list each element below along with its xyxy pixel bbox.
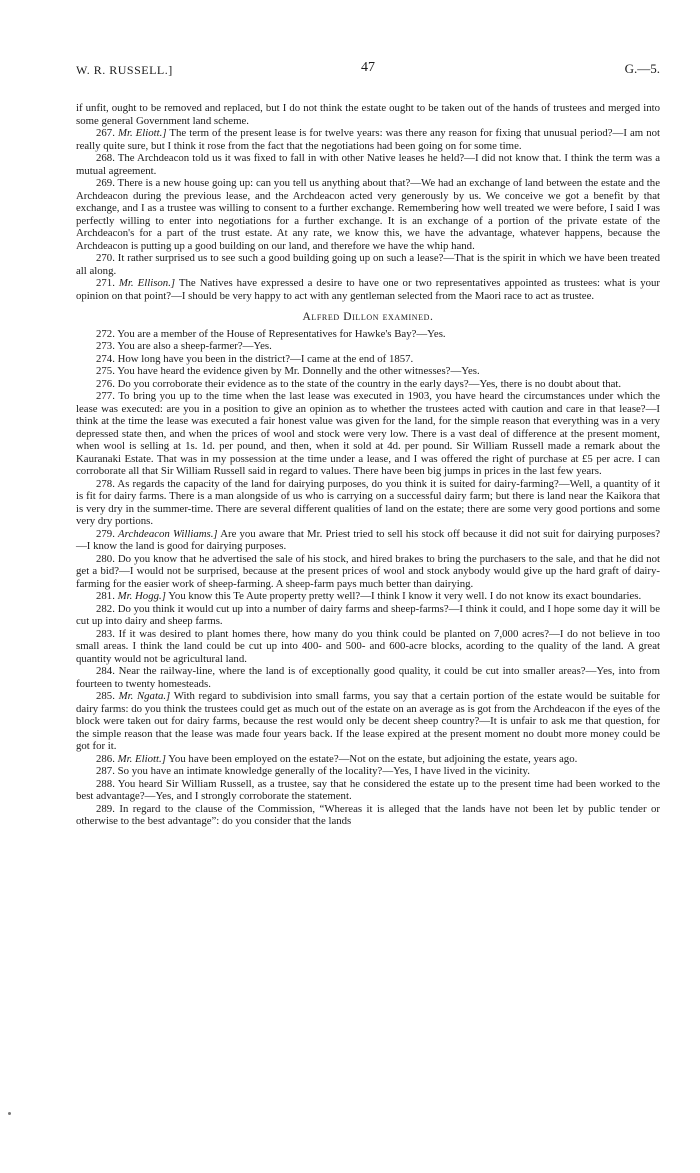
paragraph-text: As regards the capacity of the land for dairying purposes, do you think it is suited for dairy-farming?—Well, a quantity of it is fit for dairy farms. There is a man alongside of us who is carrying on a successful dairy farm; but there is land near the Kaikora that is very dry in the summer-time. There are several different qualities of land on the estate; there are some very good portions and some very dry portions.	[76, 477, 660, 527]
paragraph-text: You are also a sheep-farmer?—Yes.	[117, 340, 272, 352]
question-number: 268.	[96, 152, 115, 164]
paragraph-text: Do you corroborate their evidence as to the state of the country in the early days?—Yes, there is no doubt about that.	[117, 377, 622, 390]
paragraph-text: The Archdeacon told us it was fixed to fall in with other Native leases he held?—I did not know that. I think the term was a mutual agreement.	[76, 152, 660, 177]
examiner-name: Archdeacon Williams.]	[118, 527, 218, 540]
evidence-paragraph	[76, 152, 660, 177]
section-heading: Alfred Dillon examined.	[302, 311, 434, 323]
question-number: 286.	[96, 752, 115, 765]
question-number: 275.	[96, 365, 115, 377]
question-number: 288.	[96, 777, 115, 790]
paragraph-text: You have heard the evidence given by Mr. Donnelly and the other witnesses?—Yes.	[117, 365, 480, 377]
paragraph-text: You have been employed on the estate?—Not on the estate, but adjoining the estate, years ago.	[168, 752, 578, 765]
question-number: 280.	[96, 552, 115, 565]
evidence-paragraph	[76, 590, 660, 603]
question-number: 272.	[96, 327, 115, 340]
question-number: 282.	[96, 602, 115, 615]
evidence-paragraph	[76, 603, 660, 628]
evidence-paragraph	[76, 177, 660, 252]
question-number: 271.	[96, 277, 115, 289]
paragraph-text: Do you think it would cut up into a number of dairy farms and sheep-farms?—I think it could, and I hope some day it will be cut up into dairy and sheep farms.	[76, 602, 660, 627]
examiner-name: Mr. Ngata.]	[118, 690, 171, 702]
paragraph-text: To bring you up to the time when the last lease was executed in 1903, you have heard the circumstances under which the lease was executed: are you in a position to give an opinion as to whether the trustees acted with caution and care in that lease?—I think at the time the lease was executed a fair honest value was given for the land, for the simple reason that everything was in a very depressed state then, and when the prices of wool and stock were very low. There is a vast deal of difference at the present moment, when wool is selling at 1s. 1d. per pound, and then, when it sold at 4d. per pound. Sir William Russell made a remark about the Kauranaki Estate. That was in my possession at the time under a lease, and I was offered the right of purchase at £5 per acre. I can corroborate all that Sir William Russell said in regard to values. There have been big jumps in prices in the last few years.	[76, 390, 660, 477]
evidence-paragraph	[76, 553, 660, 591]
examiner-name: Mr. Hogg.]	[117, 590, 166, 602]
paragraph-text: Do you know that he advertised the sale of his stock, and hired brakes to bring the purchasers to the sale, and that he did not get a bid?—I would not be surprised, because at the present prices of wool and stock anybody would give up the hard graft of dairy-farming for the easier work of sheep-farming. A sheep-farm pays much better than dairying.	[76, 552, 660, 590]
question-number: 285.	[96, 690, 115, 702]
paragraph-text: The term of the present lease is for twelve years: was there any reason for fixing that unusual period?—I am not really quite sure, but I think it rose from the fact that the negotiations had been going on for some time.	[76, 127, 660, 152]
evidence-paragraph	[76, 690, 660, 753]
evidence-block-after	[76, 328, 660, 828]
paragraph-text: if unfit, ought to be removed and replaced, but I do not think the estate ought to be taken out of the hands of trustees and merged into some general Government land scheme.	[76, 102, 660, 127]
question-number: 287.	[96, 765, 115, 777]
evidence-paragraph	[76, 127, 660, 152]
paragraph-text: In regard to the clause of the Commission, “Whereas it is alleged that the lands have not been let by public tender or otherwise to the best advantage”: do you consider that the lands	[76, 802, 660, 827]
question-number: 278.	[96, 477, 115, 490]
paragraph-text: It rather surprised us to see such a good building going up on such a lease?—That is the spirit in which we have been treated all along.	[76, 252, 661, 277]
header-witness-name: W. R. RUSSELL.]	[76, 63, 173, 77]
evidence-paragraph	[76, 665, 660, 690]
question-number: 284.	[96, 665, 115, 677]
question-number: 274.	[96, 352, 115, 365]
evidence-paragraph	[76, 528, 660, 553]
paragraph-text: Are you aware that Mr. Priest tried to sell his stock off because it did not suit for dairying purposes?—I know the land is good for dairying purposes.	[76, 527, 660, 552]
paragraph-text: Near the railway-line, where the land is of exceptionally good quality, it could be cut into smaller areas?—Yes, into from fourteen to twenty homesteads.	[76, 665, 660, 690]
evidence-paragraph	[76, 328, 660, 341]
paragraph-text: You know this Te Aute property pretty well?—I think I know it very well. I do not know its exact boundaries.	[168, 590, 642, 602]
evidence-block-before	[76, 102, 660, 302]
question-number: 276.	[96, 377, 115, 390]
question-number: 279.	[96, 527, 115, 540]
evidence-paragraph	[76, 378, 660, 391]
evidence-paragraph	[76, 765, 660, 778]
evidence-paragraph	[76, 353, 660, 366]
evidence-paragraph	[76, 628, 660, 666]
paragraph-text: The Natives have expressed a desire to have one or two representatives appointed as trustees: what is your opinion on that point?—I should be very happy to act with any gentleman selected from the Maori race to act as trustee.	[76, 277, 660, 302]
evidence-paragraph	[76, 365, 660, 378]
evidence-paragraph	[76, 252, 660, 277]
question-number: 277.	[96, 390, 115, 402]
examiner-name: Mr. Eliott.]	[117, 127, 167, 139]
running-head	[76, 62, 660, 82]
document-reference: G.—5.	[624, 61, 660, 76]
question-number: 269.	[96, 177, 115, 189]
paragraph-text: How long have you been in the district?—I came at the end of 1857.	[117, 352, 414, 365]
evidence-paragraph	[76, 340, 660, 353]
evidence-paragraph	[76, 803, 660, 828]
question-number: 273.	[96, 340, 115, 352]
paragraph-text: There is a new house going up: can you tell us anything about that?—We had an exchange of land between the estate and the Archdeacon during the previous lease, and the Archdeacon acted very generously by us. We conceive we got a benefit by that exchange, and I as a trustee was willing to consent to a further exchange. Remembering how well treated we were before, I said I was perfectly willing to enter into negotiations for a further exchange. It is an exchange of a portion of the private estate of the Archdeacon's for a part of the trust estate. At any rate, we know this, we have the advantage, whatever happens, because the Archdeacon is putting up a good building on our land, and therefore we have the whip hand.	[76, 177, 660, 252]
paragraph-text: You are a member of the House of Representatives for Hawke's Bay?—Yes.	[117, 327, 446, 340]
paragraph-text: So you have an intimate knowledge generally of the locality?—Yes, I have lived in the vicinity.	[117, 765, 530, 777]
evidence-paragraph	[76, 102, 660, 127]
evidence-paragraph	[76, 753, 660, 766]
paragraph-text: With regard to subdivision into small farms, you say that a certain portion of the estate would be suitable for dairy farms: do you think the trustees could get as much out of the estate on an average as is got from the Archdeacon if the eyes of the block were taken out for dairy farms, because the rest would only be decent sheep country?—It is unfair to ask me that question, for the simple reason that the lease was made four years back. If the lease expired at the present moment no doubt more money could be got for it.	[76, 690, 661, 752]
margin-speck	[8, 1112, 11, 1115]
paragraph-text: If it was desired to plant homes there, how many do you think could be planted on 7,000 acres?—I do not believe in too small areas. I think the land could be cut up into 400- and 500- and 600-acre blocks, acording to the quality of the land. A great quantity would not be agricultural land.	[76, 627, 660, 665]
question-number: 267.	[96, 127, 115, 139]
evidence-paragraph	[76, 478, 660, 528]
evidence-paragraph	[76, 778, 660, 803]
examiner-name: Mr. Ellison.]	[118, 277, 176, 289]
paragraph-text: You heard Sir William Russell, as a trustee, say that he considered the estate up to the present time had been worked to the best advantage?—Yes, and I strongly corroborate the statement.	[76, 777, 660, 802]
question-number: 283.	[96, 627, 115, 640]
question-number: 289.	[96, 802, 115, 815]
question-number: 270.	[96, 252, 115, 264]
evidence-paragraph	[76, 390, 660, 478]
question-number: 281.	[96, 590, 115, 602]
examiner-name: Mr. Eliott.]	[117, 752, 166, 765]
page-number: 47	[361, 60, 375, 75]
evidence-paragraph	[76, 277, 660, 302]
